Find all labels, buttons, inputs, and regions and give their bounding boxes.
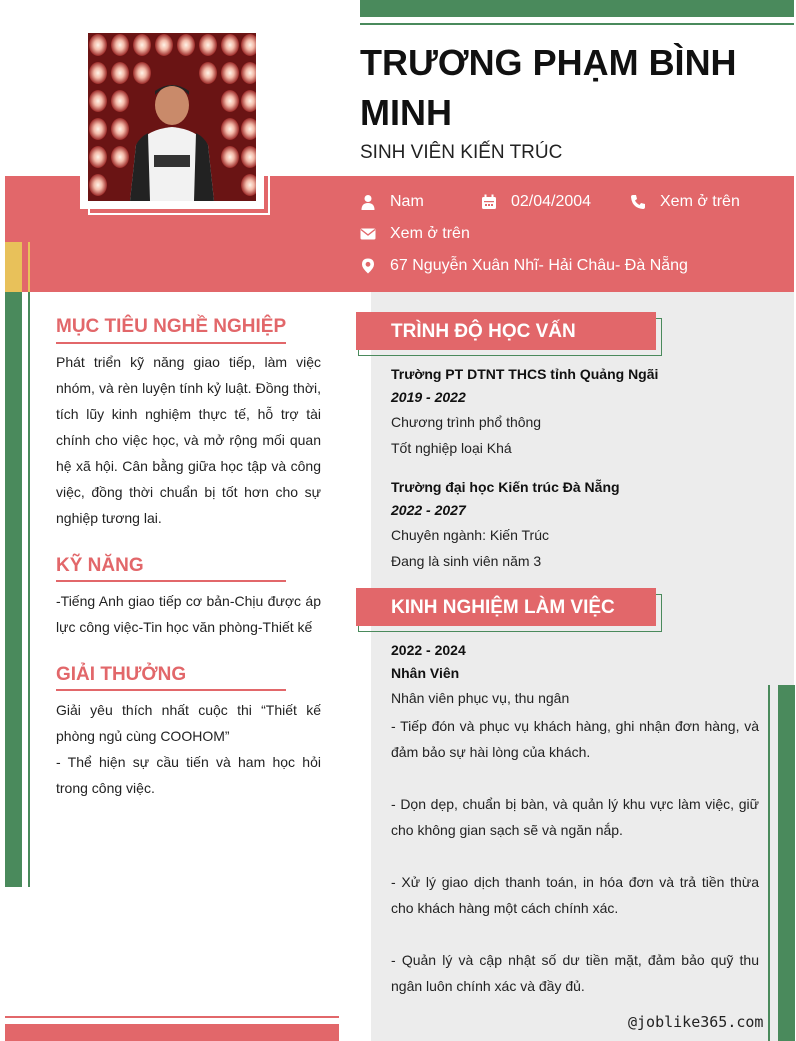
top-accent-line: [360, 23, 794, 25]
watermark: @joblike365.com: [628, 1013, 764, 1031]
envelope-icon: [360, 226, 376, 242]
candidate-name: TRƯƠNG PHẠM BÌNH MINH: [360, 42, 737, 133]
experience-bullet: - Tiếp đón và phục vụ khách hàng, ghi nhận đơn hàng, và đảm bảo sự hài lòng của khách.: [391, 718, 759, 760]
address-value: 67 Nguyễn Xuân Nhĩ- Hải Châu- Đà Nẵng: [390, 257, 688, 274]
left-green-bar: [5, 292, 22, 887]
awards-heading: GIẢI THƯỞNG: [56, 664, 187, 685]
experience-summary: Nhân viên phục vụ, thu ngân: [391, 690, 570, 706]
left-yellow-bar: [5, 242, 22, 292]
bottom-accent-line: [5, 1016, 339, 1018]
education-school: Trường PT DTNT THCS tỉnh Quảng Ngãi: [391, 366, 659, 382]
birthdate-field: [481, 193, 591, 211]
email-field: [360, 225, 470, 243]
skills-text: -Tiếng Anh giao tiếp cơ bản-Chịu được áp lực công việc-Tin học văn phòng-Thiết kế: [56, 593, 321, 635]
experience-heading: KINH NGHIỆM LÀM VIỆC: [391, 597, 615, 618]
left-yellow-line: [28, 242, 30, 292]
objective-underline: [56, 342, 286, 344]
location-pin-icon: [360, 258, 376, 274]
phone-field: [630, 193, 740, 211]
objective-heading: MỤC TIÊU NGHỀ NGHIỆP: [56, 316, 287, 337]
skills-underline: [56, 580, 286, 582]
education-heading: TRÌNH ĐỘ HỌC VẤN: [391, 321, 576, 342]
experience-bullet: - Quản lý và cập nhật số dư tiền mặt, đảm bảo quỹ thu ngân luôn chính xác và đầy đủ.: [391, 952, 759, 994]
experience-role: Nhân Viên: [391, 665, 460, 681]
skills-heading: KỸ NĂNG: [56, 555, 144, 576]
experience-years: 2022 - 2024: [391, 642, 466, 658]
avatar: [88, 33, 256, 201]
calendar-icon: [481, 194, 497, 210]
awards-text-1: Giải yêu thích nhất cuộc thi “Thiết kế phòng ngủ cùng COOHOM”: [56, 702, 321, 744]
awards-text-2: - Thể hiện sự cầu tiến và ham học hỏi trong công việc.: [56, 754, 321, 796]
phone-value: Xem ở trên: [660, 193, 740, 210]
left-green-line: [28, 292, 30, 887]
education-detail: Chuyên ngành: Kiến Trúc: [391, 527, 549, 543]
right-green-bar: [778, 685, 795, 1041]
experience-bullet: - Dọn dẹp, chuẩn bị bàn, và quản lý khu vực làm việc, giữ cho không gian sạch sẽ và ngăn nắp.: [391, 796, 759, 838]
user-icon: [360, 194, 376, 210]
education-detail: Đang là sinh viên năm 3: [391, 553, 542, 569]
objective-text: Phát triển kỹ năng giao tiếp, làm việc nhóm, và rèn luyện tính kỷ luật. Đồng thời, tích lũy kinh nghiệm thực tế, hỗ trợ tài chính cho việc học, và mở rộng mối quan hệ xã hội. Cân bằng giữa học tập và công việc, đồng thời chuẩn bị tốt hơn cho sự nghiệp tương lai.: [56, 354, 321, 526]
education-years: 2019 - 2022: [391, 389, 466, 405]
right-green-line: [768, 685, 770, 1041]
job-title: SINH VIÊN KIẾN TRÚC: [360, 142, 563, 163]
top-accent-bar: [360, 0, 794, 17]
gender-value: Nam: [390, 193, 424, 210]
education-years: 2022 - 2027: [391, 502, 466, 518]
address-field: [360, 257, 688, 275]
gender-field: [360, 193, 424, 211]
email-value: Xem ở trên: [390, 225, 470, 242]
awards-underline: [56, 689, 286, 691]
education-school: Trường đại học Kiến trúc Đà Nẵng: [391, 479, 620, 495]
bottom-accent-bar: [5, 1024, 339, 1041]
experience-bullet: - Xử lý giao dịch thanh toán, in hóa đơn và trả tiền thừa cho khách hàng một cách chính xác.: [391, 874, 759, 916]
education-detail: Tốt nghiệp loại Khá: [391, 440, 512, 456]
phone-icon: [630, 194, 646, 210]
education-detail: Chương trình phổ thông: [391, 414, 542, 430]
birthdate-value: 02/04/2004: [511, 193, 592, 210]
experience-duties: [391, 713, 759, 999]
